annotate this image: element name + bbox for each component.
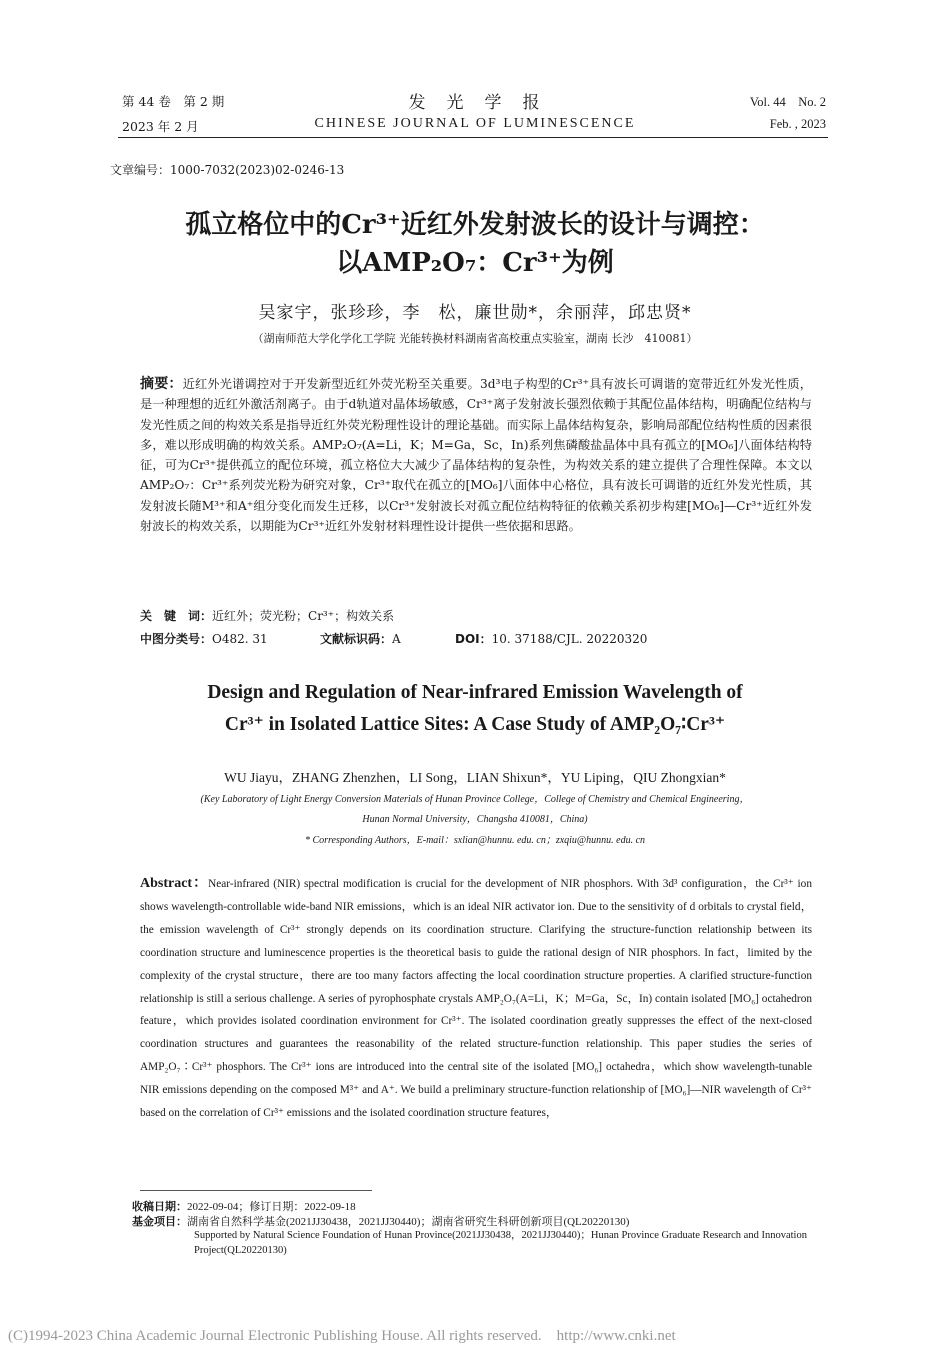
keywords-cn-text: 近红外；荧光粉；Cr³⁺；构效关系 — [212, 609, 395, 623]
keywords-cn-label: 关 键 词： — [140, 609, 213, 623]
header-rule — [118, 137, 828, 138]
date-cn: 2023 年 2 月 — [122, 119, 199, 134]
title-en-line1: Design and Regulation of Near-infrared Emission Wavelength of — [207, 682, 743, 703]
doi-label: DOI： — [455, 632, 492, 646]
abstract-cn-text: 近红外光谱调控对于开发新型近红外荧光粉至关重要。3d³电子构型的Cr³⁺具有波长可调谐的宽带近红外发光性质，是一种理想的近红外激活剂离子。由于d轨道对晶体场敏感，Cr³⁺离子发射波长强烈依赖于其配位晶体结构，明确配位结构与发光性质之间的构效关系是指导近红外荧光粉理性设计的理论基础。而实际上晶体结构复杂，影响局部配位结构性质的因素很多，难以形成明确的构效关系。AMP₂O₇(A=Li，K；M=Ga，Sc，In)系列焦磷酸盐晶体中具有孤立的[MO₆]八面体结构特征，可为Cr³⁺提供孤立的配位环境，孤立格位大大减少了晶体结构的复杂性，为构效关系的建立提供了合理性保障。本文以AMP₂O₇：Cr³⁺系列荧光粉为研究对象，Cr³⁺取代在孤立的[MO₆]八面体中心格位，具有波长可调谐的近红外发光性质，其发射波长随M³⁺和A⁺组分变化而发生迁移，以Cr³⁺发射波长对孤立配位结构特征的依赖关系初步构建[MO₆]—Cr³⁺近红外发射波长的构效关系，以期能为Cr³⁺近红外发射材料理性设计提供一些依据和思路。 — [140, 377, 812, 534]
affiliation-cn: （湖南师范大学化学化工学院 光能转换材料湖南省高校重点实验室，湖南 长沙 410081） — [252, 332, 698, 345]
title-cn-line1: 孤立格位中的Cr³⁺近红外发射波长的设计与调控： — [185, 210, 765, 240]
copyright-notice: (C)1994-2023 China Academic Journal Electronic Publishing House. All rights reserved. http://www.cnki.net — [8, 1328, 676, 1344]
footnote-rule — [140, 1190, 372, 1191]
volume-issue-en: Vol. 44 No. 2 — [749, 95, 826, 109]
doi — [455, 630, 647, 647]
document-code — [320, 630, 401, 647]
affiliation-en-line1: (Key Laboratory of Light Energy Conversion Materials of Hunan Province College，College of Chemistry and Chemical Engineering， — [200, 794, 750, 805]
clc-value: O482. 31 — [212, 632, 268, 646]
fund-en: Supported by Natural Science Foundation of Hunan Province(2021JJ30438，2021JJ30440)；Hunan Province Graduate Research and Innovation Project(QL20220130) — [194, 1230, 807, 1256]
abstract-en-text: Near-infrared (NIR) spectral modification is crucial for the development of NIR phosphors. With 3d³ configuration，the Cr³⁺ ion shows wavelength-controllable wide-band NIR emissions，which is an ideal NIR activator ion. Due to the sensitivity of d orbitals to crystal field，the emission wavelength of Cr³⁺ strongly depends on its coordination structure. Clarifying the structure-function relationship between its coordination structure and luminescence properties is the theoretical basis to guide the rational design of NIR phosphors. In fact，limited by the complexity of the crystal structure，there are too many factors affecting the local coordination structure properties. A clarified structure-function relationship is still a serious challenge. A series of pyrophosphate crystals AMP₂O₇(A=Li，K；M=Ga，Sc，In) contain isolated [MO₆] octahedron feature，which provides isolated coordination environment for Cr³⁺. The isolated coordination greatly suppresses the effect of the next-closed coordination structures and guarantees the reasonability of the related structure-function relationship. This paper studies the series of AMP₂O₇∶Cr³⁺ phosphors. The Cr³⁺ ions are introduced into the central site of the isolated [MO₆] octahedra，which show wavelength-tunable NIR emissions depending on the composed M³⁺ and A⁺. We build a preliminary structure-function relationship of [MO₆]—NIR wavelength of Cr³⁺ based on the correlation of Cr³⁺ emissions and the isolated coordination structure features， — [140, 878, 812, 1120]
affiliation-en-line2: Hunan Normal University，Changsha 410081，China) — [362, 814, 588, 825]
abstract-en-label: Abstract： — [140, 876, 209, 891]
received-label: 收稿日期： — [132, 1200, 187, 1213]
journal-name-en: CHINESE JOURNAL OF LUMINESCENCE — [314, 116, 636, 131]
authors-cn: 吴家宇，张珍珍，李 松，廉世勋*，余丽萍，邱忠贤* — [258, 303, 692, 323]
authors-en: WU Jiayu，ZHANG Zhenzhen，LI Song，LIAN Shixun*，YU Liping，QIU Zhongxian* — [224, 770, 726, 785]
abstract-en — [140, 873, 812, 1125]
title-en-line2: Cr³⁺ in Isolated Lattice Sites: A Case Study of AMP₂O₇∶Cr³⁺ — [224, 714, 726, 735]
received-text: 2022-09-04；修订日期：2022-09-18 — [187, 1201, 356, 1213]
abstract-cn — [140, 374, 812, 536]
keywords-cn — [140, 607, 394, 624]
date-en: Feb. , 2023 — [769, 117, 826, 131]
volume-issue-cn: 第 44 卷 第 2 期 — [122, 94, 225, 109]
doc-code-label: 文献标识码： — [320, 632, 393, 646]
clc-number — [140, 630, 268, 647]
fund-label: 基金项目： — [132, 1215, 187, 1228]
received-date — [132, 1198, 356, 1214]
abstract-cn-label: 摘要： — [140, 376, 183, 392]
title-cn-line2: 以AMP₂O₇：Cr³⁺为例 — [336, 248, 614, 278]
fund-cn-text: 湖南省自然科学基金(2021JJ30438，2021JJ30440)；湖南省研究生科研创新项目(QL20220130) — [187, 1216, 630, 1228]
article-number: 文章编号：1000-7032(2023)02-0246-13 — [110, 163, 345, 177]
clc-label: 中图分类号： — [140, 632, 213, 646]
fund-cn — [132, 1213, 629, 1229]
doi-value: 10. 37188/CJL. 20220320 — [491, 632, 648, 646]
doc-code-value: A — [392, 632, 401, 646]
journal-name-cn: 发 光 学 报 — [408, 93, 542, 113]
corresponding-authors: * Corresponding Authors，E-mail：sxlian@hunnu. edu. cn；zxqiu@hunnu. edu. cn — [304, 835, 646, 846]
